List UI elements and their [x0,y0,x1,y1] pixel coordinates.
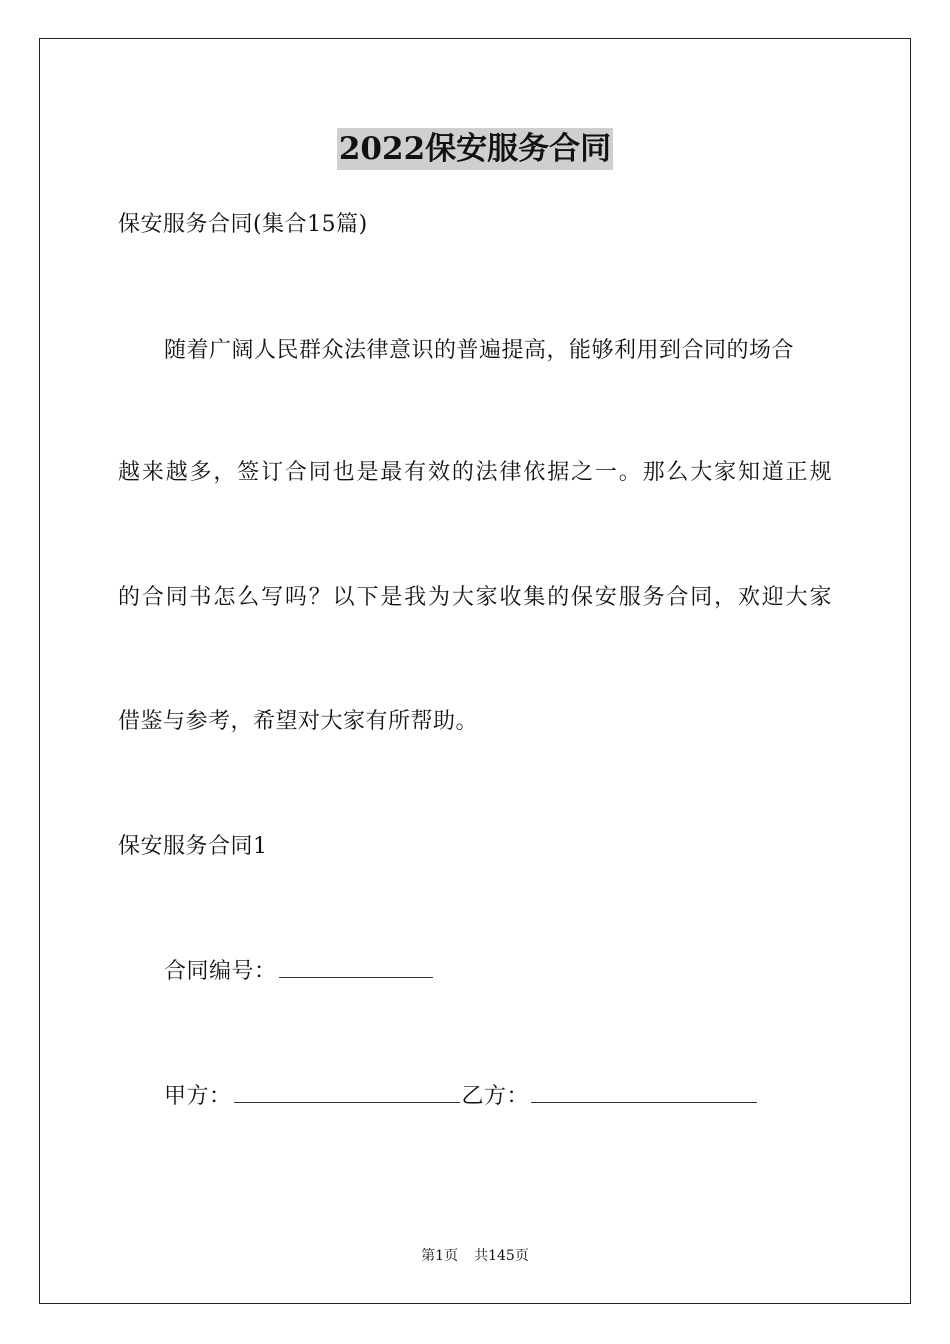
intro-line-4: 借鉴与参考，希望对大家有所帮助。 [118,709,479,734]
party-a-label: 甲方： [164,1084,232,1109]
parties-row [164,1082,759,1112]
intro-line-2: 越来越多，签订合同也是最有效的法律依据之一。那么大家知道正规 [118,460,832,485]
party-b-blank [531,1082,757,1103]
section-heading: 保安服务合同1 [118,834,268,859]
page-total: 共145页 [474,1248,529,1264]
document-title: 2022保安服务合同 [337,128,613,170]
party-b-label: 乙方： [461,1084,530,1109]
document-subtitle: 保安服务合同(集合15篇) [118,212,368,237]
title-container [0,128,950,170]
intro-line-1: 随着广阔人民群众法律意识的普遍提高，能够利用到合同的场合 [164,338,795,363]
page-footer [0,1247,950,1265]
contract-number-blank [279,957,433,978]
party-a-blank [234,1082,460,1103]
page-number: 第1页 [421,1248,459,1264]
contract-number-row [164,957,435,987]
intro-line-3: 的合同书怎么写吗？以下是我为大家收集的保安服务合同，欢迎大家 [118,585,832,610]
contract-number-label: 合同编号： [164,959,277,984]
